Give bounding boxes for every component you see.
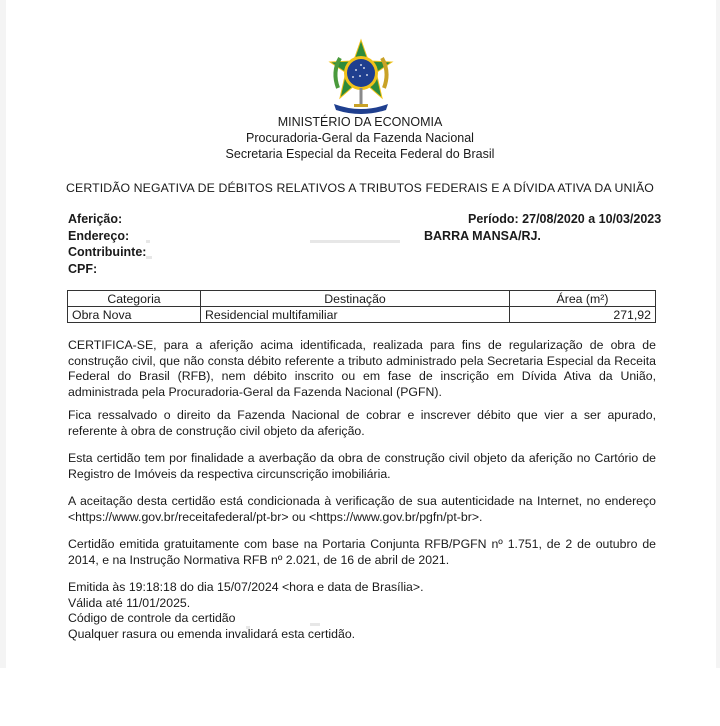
aceitacao-paragraph: A aceitação desta certidão está condicionada à verificação de sua autenticidade na Internet, no endereço <https://www.gov.br/receitafederal/pt-br> ou <https://www.gov.br/pgfn/pt-br>. (68, 494, 656, 524)
cpf-label: CPF: (68, 262, 98, 276)
procuradoria-heading: Procuradoria-Geral da Fazenda Nacional (246, 131, 474, 145)
cell-destinacao: Residencial multifamiliar (201, 307, 510, 323)
ressalvado-paragraph: Fica ressalvado o direito da Fazenda Nacional de cobrar e inscrever débito que vier a ser apurado, referente à obra de construção civil objeto da aferição. (68, 408, 656, 438)
table-row (68, 307, 656, 323)
obra-category-table (67, 290, 656, 323)
cell-categoria: Obra Nova (68, 307, 201, 323)
codigo-controle-line: Código de controle da certidão (68, 611, 236, 625)
periodo-value: Período: 27/08/2020 a 10/03/2023 (468, 212, 662, 226)
redaction-mark (310, 240, 400, 243)
certifica-paragraph: CERTIFICA-SE, para a aferição acima identificada, realizada para fins de regularização de obra de construção civil, que não consta débito referente a tributo administrado pela Secretaria Especial da Receita Federal do Brasil (RFB), nem débito inscrito ou em fase de inscrição em Dívida Ativa da União, administrada pela Procuradoria-Geral da Fazenda Nacional (PGFN). (68, 338, 656, 399)
cell-area: 271,92 (510, 307, 656, 323)
emitida-line: Emitida às 19:18:18 do dia 15/07/2024 <hora e data de Brasília>. (68, 580, 424, 594)
column-header-area: Área (m²) (510, 291, 656, 307)
endereco-label: Endereço: (68, 229, 130, 243)
bottom-margin (0, 668, 720, 726)
redaction-mark (146, 240, 150, 243)
redaction-mark (146, 256, 152, 259)
secretaria-heading: Secretaria Especial da Receita Federal do Brasil (225, 147, 495, 161)
certificate-title: CERTIDÃO NEGATIVA DE DÉBITOS RELATIVOS A TRIBUTOS FEDERAIS E A DÍVIDA ATIVA DA UNIÃO (66, 181, 654, 195)
table-header-row (68, 291, 656, 307)
afericao-label: Aferição: (68, 212, 123, 226)
contribuinte-label: Contribuinte: (68, 245, 147, 259)
valida-line: Válida até 11/01/2025. (68, 595, 191, 610)
rasura-line: Qualquer rasura ou emenda invalidará esta certidão. (68, 626, 356, 641)
column-header-destinacao: Destinação (201, 291, 510, 307)
finalidade-paragraph: Esta certidão tem por finalidade a averbação da obra de construção civil objeto da aferição no Cartório de Registro de Imóveis da respectiva circunscrição imobiliária. (68, 451, 656, 481)
column-header-categoria: Categoria (68, 291, 201, 307)
ministry-heading: MINISTÉRIO DA ECONOMIA (277, 115, 443, 129)
brazil-coat-of-arms-emblem (326, 38, 396, 114)
emissao-gratuita-paragraph: Certidão emitida gratuitamente com base na Portaria Conjunta RFB/PGFN nº 1.751, de 2 de outubro de 2014, e na Instrução Normativa RFB nº 2.021, de 16 de abril de 2021. (68, 537, 656, 567)
footer-block (68, 580, 656, 642)
city-value: BARRA MANSA/RJ. (424, 229, 541, 243)
